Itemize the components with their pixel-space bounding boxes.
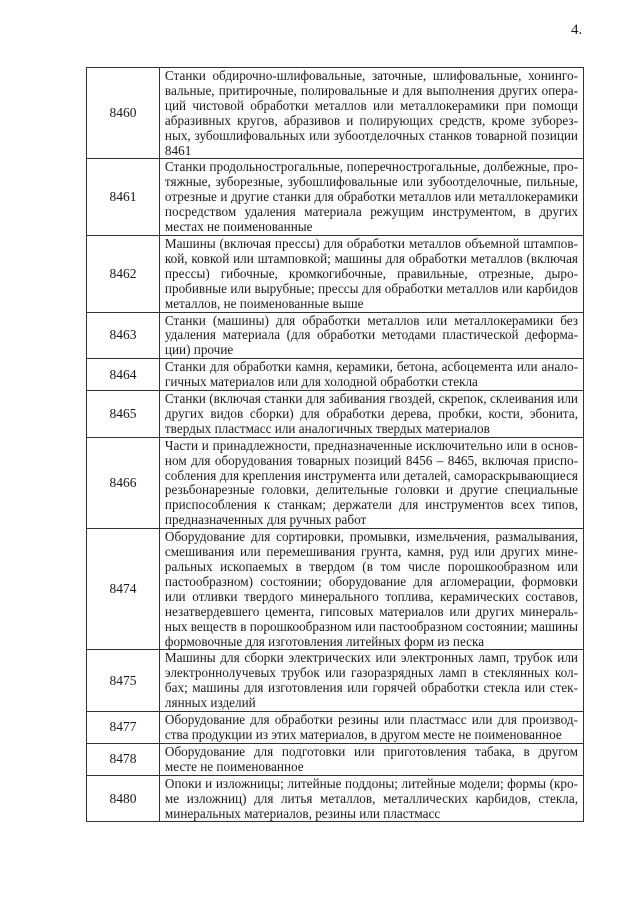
description-cell bbox=[159, 650, 583, 712]
description-line: ных веществ в порошкообразном или пастообразном состоянии; машины bbox=[164, 618, 578, 634]
description-cell bbox=[159, 529, 583, 650]
code-cell: 8463 bbox=[87, 312, 160, 359]
table-row bbox=[87, 235, 584, 312]
description-line: незатвердевшего цемента, гипсовых материалов или других минераль- bbox=[164, 603, 578, 619]
description-line: электроннолучевых трубок или газоразрядных ламп в стеклянных кол- bbox=[164, 665, 578, 681]
table-row bbox=[87, 529, 584, 650]
table-row bbox=[87, 650, 584, 712]
description-cell bbox=[159, 159, 583, 236]
description-line: местах не поименованные bbox=[164, 219, 313, 235]
description-line: смешивания или перемешивания грунта, камня, руд или других мине- bbox=[164, 544, 578, 560]
description-line: приспособления к станкам; держатели для инструментов всех типов, bbox=[164, 497, 578, 513]
description-line: ме изложниц) для литья металлов, металлических карбидов, стекла, bbox=[164, 790, 578, 806]
description-line: бах; машины для изготовления или горячей обработки стекла или стек- bbox=[164, 680, 578, 696]
description-line: Оборудование для обработки резины или пластмасс или для производ- bbox=[164, 712, 578, 728]
code-cell: 8477 bbox=[87, 712, 160, 744]
page-number: 4. bbox=[571, 22, 583, 38]
table-row bbox=[87, 359, 584, 391]
description-line: ных, зубошлифовальных или зубоотделочных станков товарной позиции bbox=[164, 127, 578, 143]
description-line: других видов сборки) для обработки дерева, пробки, кости, эбонита, bbox=[164, 405, 578, 421]
description-line: пробивные или вырубные; прессы для обработки металлов или карбидов bbox=[164, 280, 578, 296]
code-cell: 8461 bbox=[87, 159, 160, 236]
description-line: Станки (включая станки для забивания гвоздей, скрепок, склеивания или bbox=[164, 391, 578, 407]
description-line: ции) прочие bbox=[164, 342, 234, 358]
description-cell bbox=[159, 312, 583, 359]
table-row bbox=[87, 712, 584, 744]
table-row bbox=[87, 68, 584, 159]
description-line: Станки (машины) для обработки металлов или металлокерамики без bbox=[164, 312, 578, 328]
code-cell: 8460 bbox=[87, 68, 160, 159]
description-line: минеральных материалов, резины или пластмасс bbox=[164, 805, 441, 821]
description-line: кой, ковкой или штамповкой; машины для обработки металлов (включая bbox=[164, 250, 578, 266]
description-line: Станки для обработки камня, керамики, бетона, асбоцемента или анало- bbox=[164, 359, 578, 375]
code-cell: 8464 bbox=[87, 359, 160, 391]
description-line: резьбонарезные головки, делительные головки и другие специальные bbox=[164, 482, 578, 498]
description-line: месте не поименованное bbox=[164, 758, 304, 774]
table-row bbox=[87, 775, 584, 822]
description-line: Оборудование для сортировки, промывки, измельчения, размалывания, bbox=[164, 529, 578, 545]
description-line: Машины (включая прессы) для обработки металлов объемной штампов- bbox=[164, 235, 578, 251]
description-line: вальные, притирочные, полировальные и для выполнения других опера- bbox=[164, 82, 578, 98]
description-line: Оборудование для подготовки или приготовления табака, в другом bbox=[164, 743, 578, 759]
description-cell bbox=[159, 775, 583, 822]
description-line: Машины для сборки электрических или электронных ламп, трубок или bbox=[164, 650, 578, 666]
description-line: Части и принадлежности, предназначенные исключительно или в основ- bbox=[164, 437, 578, 453]
table-row bbox=[87, 743, 584, 775]
code-cell: 8462 bbox=[87, 235, 160, 312]
table-row bbox=[87, 159, 584, 236]
description-cell bbox=[159, 235, 583, 312]
description-cell bbox=[159, 68, 583, 159]
code-cell: 8466 bbox=[87, 437, 160, 528]
description-line: Опоки и изложницы; литейные поддоны; литейные модели; формы (кро- bbox=[164, 775, 578, 791]
description-line: формовочные для изготовления литейных форм из песка bbox=[164, 633, 485, 649]
description-cell bbox=[159, 391, 583, 438]
description-line: тяжные, зуборезные, зубошлифовальные или зубоотделочные, пильные, bbox=[164, 174, 578, 190]
code-cell: 8465 bbox=[87, 391, 160, 438]
description-line: прессы) гибочные, кромкогибочные, правильные, отрезные, дыро- bbox=[164, 265, 578, 281]
table-body bbox=[87, 68, 584, 822]
description-line: твердых пластмасс или аналогичных твердых материалов bbox=[164, 420, 490, 436]
description-line: удаления материала (для обработки методами пластической деформа- bbox=[164, 327, 578, 343]
code-cell: 8475 bbox=[87, 650, 160, 712]
description-line: Станки продольнострогальные, поперечнострогальные, долбежные, про- bbox=[164, 159, 578, 175]
code-cell: 8480 bbox=[87, 775, 160, 822]
description-cell bbox=[159, 437, 583, 528]
description-line: гичных материалов или для холодной обработки стекла bbox=[164, 374, 478, 390]
description-line: посредством удаления материала режущим инструментом, в других bbox=[164, 204, 578, 220]
commodity-code-table bbox=[86, 67, 584, 822]
description-cell bbox=[159, 743, 583, 775]
description-line: абразивных кругов, абразивов и полирующих средств, кроме зуборез- bbox=[164, 112, 578, 128]
description-cell bbox=[159, 712, 583, 744]
description-line: 8461 bbox=[164, 142, 192, 158]
description-line: ций чистовой обработки металлов или металлокерамики при помощи bbox=[164, 97, 578, 113]
code-cell: 8478 bbox=[87, 743, 160, 775]
description-line: Станки обдирочно-шлифовальные, заточные, шлифовальные, хонинго- bbox=[164, 68, 578, 83]
table-row bbox=[87, 312, 584, 359]
description-line: ральных ископаемых в твердом (в том числе порошкообразном или bbox=[164, 559, 578, 574]
description-line: отрезные и другие станки для обработки металлов или металлокерамики bbox=[164, 189, 578, 205]
code-cell: 8474 bbox=[87, 529, 160, 650]
description-line: предназначенных для ручных работ bbox=[164, 512, 367, 528]
description-line: собления для крепления инструмента или деталей, самораскрывающиеся bbox=[164, 467, 578, 483]
description-line: ном для оборудования товарных позиций 8456 – 8465, включая приспо- bbox=[164, 452, 578, 468]
description-line: пастообразном) состоянии; оборудование для агломерации, формовки bbox=[164, 573, 578, 589]
description-cell bbox=[159, 359, 583, 391]
description-line: ства продукции из этих материалов, в другом месте не поименованное bbox=[164, 726, 562, 742]
table-row bbox=[87, 437, 584, 528]
description-line: металлов, не поименованные выше bbox=[164, 295, 364, 311]
description-line: лянных изделий bbox=[164, 695, 256, 711]
description-line: или отливки твердого минерального топлива, керамических составов, bbox=[164, 588, 578, 604]
table-row bbox=[87, 391, 584, 438]
